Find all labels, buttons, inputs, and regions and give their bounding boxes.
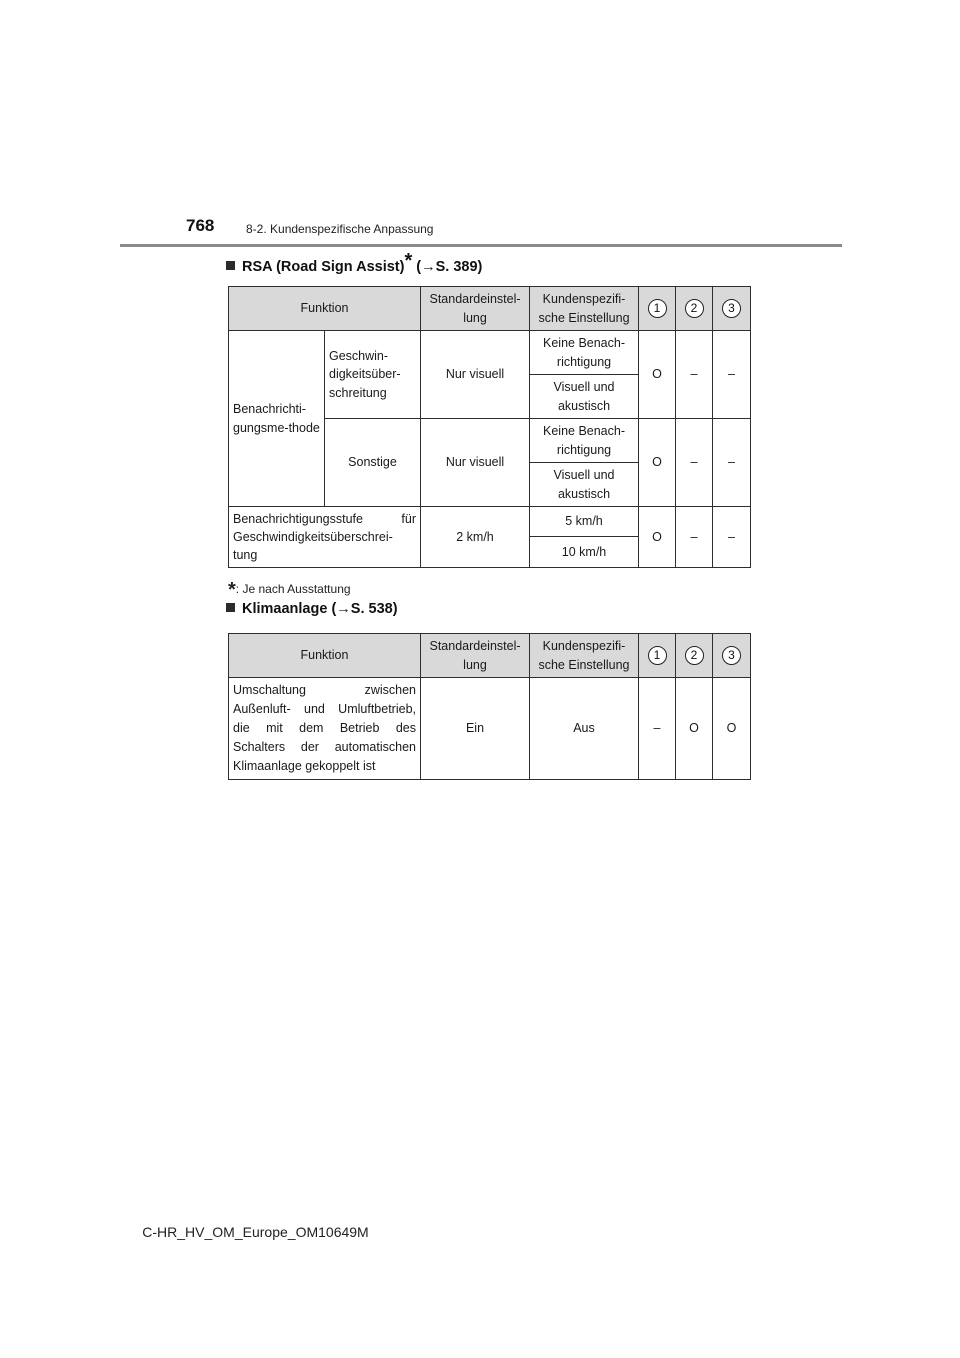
- default-value: Ein: [421, 678, 530, 780]
- klimaanlage-table: [228, 633, 751, 780]
- header-col-1: [639, 287, 676, 331]
- table-row: [229, 507, 751, 537]
- header-kunden: Kundenspezifi-sche Einstellung: [530, 634, 639, 678]
- option-value: Visuell und akustisch: [530, 375, 639, 419]
- bullet-square-icon: [226, 603, 235, 612]
- table-row: [229, 678, 751, 780]
- table-header-row: [229, 287, 751, 331]
- option-value: Keine Benach-richtigung: [530, 419, 639, 463]
- mark-col-3: –: [713, 419, 751, 507]
- group-label: Benachrichti-gungsme-thode: [229, 331, 325, 507]
- page-number: 768: [186, 216, 215, 235]
- row-label: Umschaltung zwischen Außenluft- und Umluftbetrieb, die mit dem Betrieb des Schalters der automatischen Klimaanlage gekoppelt ist: [229, 678, 421, 780]
- document-code: C-HR_HV_OM_Europe_OM10649M: [142, 1224, 369, 1240]
- klimaanlage-heading: [226, 601, 398, 617]
- option-value: 5 km/h: [530, 507, 639, 537]
- rsa-heading-ref[interactable]: (→S. 389): [412, 259, 483, 275]
- circled-1-icon: 1: [648, 299, 667, 318]
- option-value: Keine Benach-richtigung: [530, 331, 639, 375]
- header-col-1: [639, 634, 676, 678]
- option-value: 10 km/h: [530, 536, 639, 568]
- footnote-text: : Je nach Ausstattung: [235, 582, 351, 596]
- header-col-3: [713, 287, 751, 331]
- mark-col-1: O: [639, 331, 676, 419]
- row-label: Geschwin-digkeitsüber-schreitung: [325, 331, 421, 419]
- klimaanlage-heading-text[interactable]: Klimaanlage (→S. 538): [242, 601, 398, 617]
- mark-col-1: O: [639, 419, 676, 507]
- mark-col-2: –: [676, 331, 713, 419]
- header-col-2: [676, 634, 713, 678]
- header-col-2: [676, 287, 713, 331]
- header-funktion: Funktion: [229, 287, 421, 331]
- header-funktion: Funktion: [229, 634, 421, 678]
- mark-col-3: –: [713, 507, 751, 568]
- mark-col-2: O: [676, 678, 713, 780]
- header-standard: Standardeinstel-lung: [421, 287, 530, 331]
- rsa-table: [228, 286, 751, 568]
- row-label: Benachrichtigungsstufe für Geschwindigkeitsüberschrei-tung: [229, 507, 421, 568]
- mark-col-2: –: [676, 419, 713, 507]
- header-col-3: [713, 634, 751, 678]
- mark-col-2: –: [676, 507, 713, 568]
- mark-col-3: –: [713, 331, 751, 419]
- mark-col-1: O: [639, 507, 676, 568]
- bullet-square-icon: [226, 261, 235, 270]
- default-value: Nur visuell: [421, 331, 530, 419]
- default-value: 2 km/h: [421, 507, 530, 568]
- rsa-heading-text: RSA (Road Sign Assist): [242, 259, 405, 275]
- circled-1-icon: 1: [648, 646, 667, 665]
- rsa-heading: [226, 250, 483, 277]
- header-standard: Standardeinstel-lung: [421, 634, 530, 678]
- section-title: 8-2. Kundenspezifische Anpassung: [246, 222, 434, 236]
- asterisk-mark: *: [404, 250, 413, 272]
- mark-col-1: –: [639, 678, 676, 780]
- circled-3-icon: 3: [722, 299, 741, 318]
- circled-2-icon: 2: [685, 299, 704, 318]
- header-rule: [120, 244, 842, 247]
- table-row: [229, 331, 751, 375]
- footnote: [228, 576, 351, 599]
- option-value: Visuell und akustisch: [530, 463, 639, 507]
- circled-3-icon: 3: [722, 646, 741, 665]
- row-label: Sonstige: [325, 419, 421, 507]
- asterisk-mark: *: [228, 579, 236, 601]
- option-value: Aus: [530, 678, 639, 780]
- default-value: Nur visuell: [421, 419, 530, 507]
- mark-col-3: O: [713, 678, 751, 780]
- circled-2-icon: 2: [685, 646, 704, 665]
- header-kunden: Kundenspezifi-sche Einstellung: [530, 287, 639, 331]
- table-header-row: [229, 634, 751, 678]
